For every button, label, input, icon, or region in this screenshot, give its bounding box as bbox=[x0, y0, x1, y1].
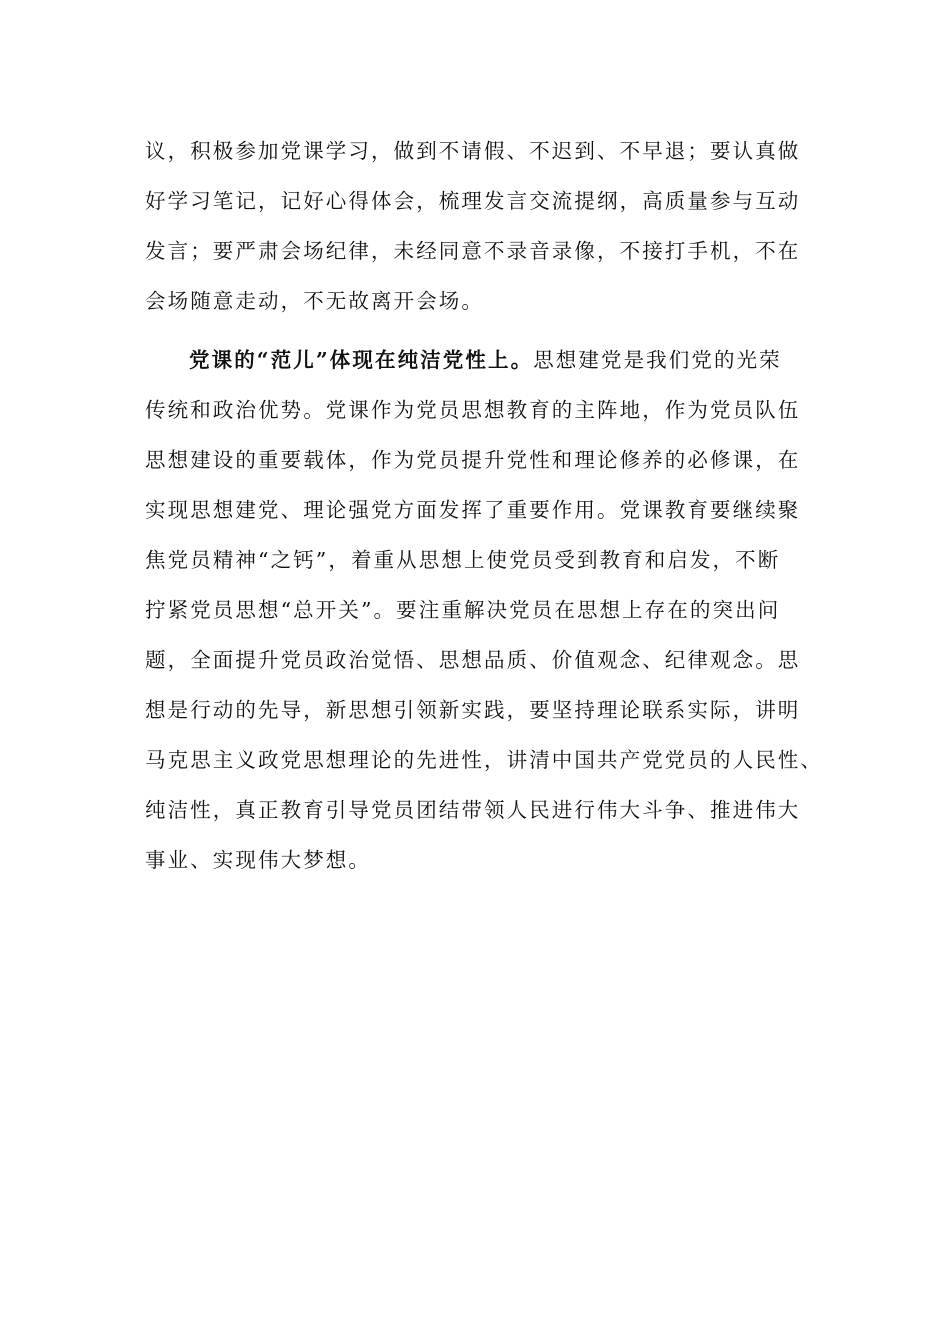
body-text bbox=[145, 126, 825, 885]
text-line: 发言；要严肃会场纪律，未经同意不录音录像，不接打手机，不在 bbox=[145, 239, 801, 263]
paragraph-continuation bbox=[145, 126, 825, 326]
text-line-first bbox=[145, 335, 825, 385]
text-line: 会场随意走动，不无故离开会场。 bbox=[145, 289, 484, 313]
text-line: 纯洁性，真正教育引导党员团结带领人民进行伟大斗争、推进伟大 bbox=[145, 798, 801, 822]
text-line-rest: 思想建党是我们党的光荣 bbox=[533, 348, 782, 372]
text-line: 议，积极参加党课学习，做到不请假、不迟到、不早退；要认真做 bbox=[145, 139, 801, 163]
text-line: 思想建设的重要载体，作为党员提升党性和理论修养的必修课，在 bbox=[145, 448, 801, 472]
text-line: 想是行动的先导，新思想引领新实践，要坚持理论联系实际，讲明 bbox=[145, 698, 801, 722]
text-line: 马克思主义政党思想理论的先进性，讲清中国共产党党员的人民性、 bbox=[145, 748, 823, 772]
text-line: 好学习笔记，记好心得体会，梳理发言交流提纲，高质量参与互动 bbox=[145, 189, 801, 213]
text-line: 题，全面提升党员政治觉悟、思想品质、价值观念、纪律观念。思 bbox=[145, 648, 801, 672]
text-line: 传统和政治优势。党课作为党员思想教育的主阵地，作为党员队伍 bbox=[145, 398, 801, 422]
paragraph-gap bbox=[145, 326, 825, 335]
text-line: 拧紧党员思想“总开关”。要注重解决党员在思想上存在的突出问 bbox=[145, 598, 781, 622]
text-line: 事业、实现伟大梦想。 bbox=[145, 848, 371, 872]
text-line: 焦党员精神“之钙”，着重从思想上使党员受到教育和启发，不断 bbox=[145, 548, 781, 572]
text-line: 实现思想建党、理论强党方面发挥了重要作用。党课教育要继续聚 bbox=[145, 498, 801, 522]
paragraph-heading: 党课的“范儿”体现在纯洁党性上。 bbox=[189, 348, 534, 372]
paragraph-party-spirit bbox=[145, 335, 825, 885]
